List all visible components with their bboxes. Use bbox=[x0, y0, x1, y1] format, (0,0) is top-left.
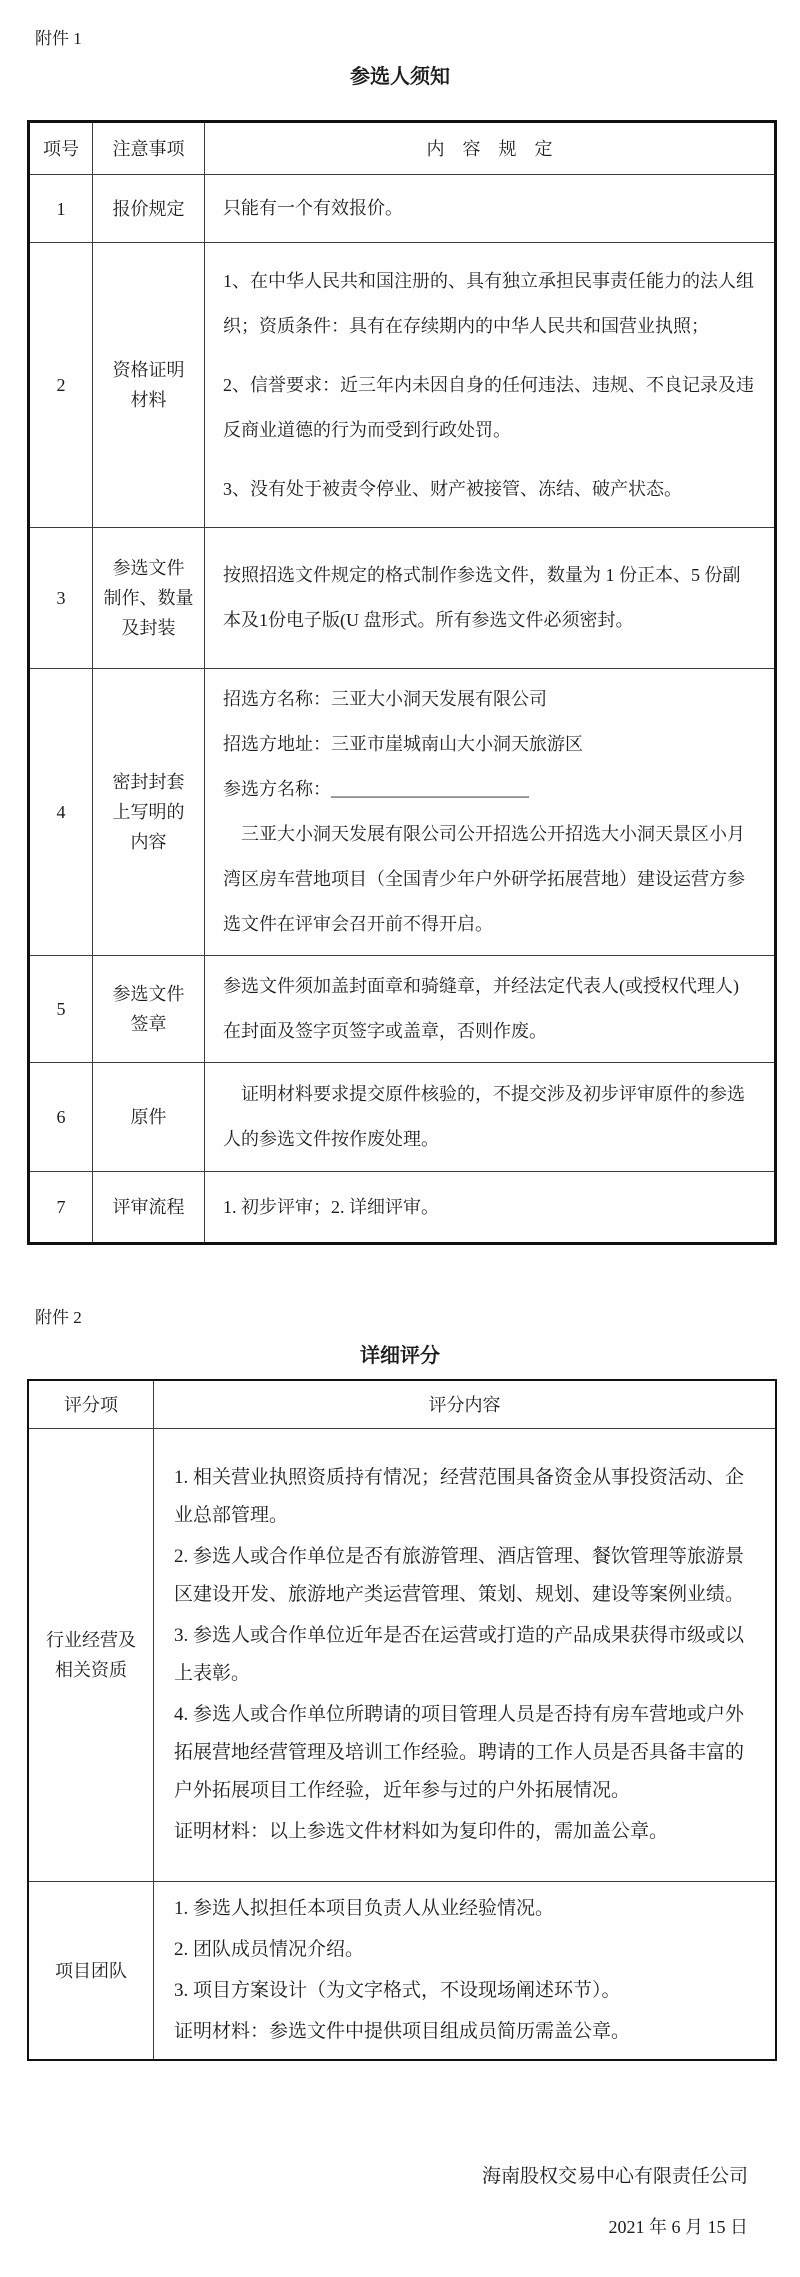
table-row bbox=[30, 243, 774, 528]
table-2-title: 详细评分 bbox=[360, 1345, 440, 1367]
table-header-row bbox=[29, 1381, 775, 1429]
item-line: 参选文件 bbox=[112, 984, 185, 1004]
item-line: 材料 bbox=[130, 390, 167, 410]
notice-table bbox=[27, 120, 777, 1245]
content-paragraph: 3. 项目方案设计（为文字格式，不设现场阐述环节）。 bbox=[174, 1980, 621, 2001]
item-line: 制作、数量 bbox=[103, 588, 194, 608]
header-content-rule: 内 容 规 定 bbox=[426, 138, 553, 159]
table-row bbox=[30, 528, 774, 669]
footer-date: 2021 年 6 月 15 日 bbox=[608, 2217, 748, 2237]
item-line: 内容 bbox=[130, 832, 167, 852]
header-scoring-item: 评分项 bbox=[29, 1381, 154, 1428]
content-paragraph: 3. 参选人或合作单位近年是否在运营或打造的产品成果获得市级或以上表彰。 bbox=[174, 1625, 745, 1684]
item-line: 行业经营及 bbox=[46, 1630, 136, 1650]
attachment-2-label: 附件 2 bbox=[35, 1308, 82, 1327]
row-content bbox=[154, 1429, 775, 1881]
content-paragraph: 3、没有处于被责令停业、财产被接管、冻结、破产状态。 bbox=[223, 478, 682, 499]
item-line: 报价规定 bbox=[112, 198, 185, 219]
row-item-label bbox=[93, 528, 205, 668]
item-line: 参选文件 bbox=[112, 558, 185, 578]
row-item-label bbox=[93, 669, 205, 955]
content-paragraph: 按照招选文件规定的格式制作参选文件，数量为 1 份正本、5 份副本及1份电子版(U 盘形式。所有参选文件必须密封。 bbox=[223, 565, 741, 630]
row-item-label bbox=[93, 243, 205, 527]
row-item-label bbox=[93, 1063, 205, 1171]
header-item-no: 项号 bbox=[30, 123, 93, 174]
content-paragraph: 只能有一个有效报价。 bbox=[223, 198, 403, 218]
scoring-table bbox=[27, 1379, 777, 2061]
content-paragraph: 证明材料要求提交原件核验的，不提交涉及初步评审原件的参选人的参选文件按作废处理。 bbox=[223, 1084, 745, 1149]
row-content bbox=[205, 528, 774, 668]
row-number: 1 bbox=[30, 175, 93, 242]
item-line: 密封封套 bbox=[112, 772, 185, 792]
content-paragraph: 三亚大小洞天发展有限公司公开招选公开招选大小洞天景区小月湾区房车营地项目（全国青少年户外研学拓展营地）建设运营方参选文件在评审会召开前不得开启。 bbox=[223, 824, 745, 934]
item-line: 资格证明 bbox=[112, 360, 185, 380]
content-paragraph: 2、信誉要求：近三年内未因自身的任何违法、违规、不良记录及违反商业道德的行为而受到行政处罚。 bbox=[223, 374, 754, 440]
content-paragraph: 1、在中华人民共和国注册的、具有独立承担民事责任能力的法人组织；资质条件：具有在存续期内的中华人民共和国营业执照； bbox=[223, 270, 754, 336]
item-line: 及封装 bbox=[121, 618, 176, 638]
table-1-title: 参选人须知 bbox=[350, 66, 450, 88]
row-content bbox=[205, 1063, 774, 1171]
content-paragraph: 招选方地址：三亚市崖城南山大小洞天旅游区 bbox=[223, 734, 583, 754]
content-paragraph: 1. 参选人拟担任本项目负责人从业经验情况。 bbox=[174, 1898, 555, 1919]
content-paragraph: 招选方名称：三亚大小洞天发展有限公司 bbox=[223, 689, 547, 709]
item-line: 评审流程 bbox=[112, 1197, 185, 1217]
header-attention-item: 注意事项 bbox=[93, 123, 205, 174]
row-number: 6 bbox=[30, 1063, 93, 1171]
row-number: 4 bbox=[30, 669, 93, 955]
row-item-label bbox=[93, 956, 205, 1062]
item-line: 项目团队 bbox=[55, 1960, 127, 1981]
table-header-row bbox=[30, 123, 774, 175]
table-row bbox=[29, 1429, 775, 1882]
content-paragraph: 证明材料：以上参选文件材料如为复印件的，需加盖公章。 bbox=[174, 1821, 669, 1842]
content-paragraph: 参选文件须加盖封面章和骑缝章，并经法定代表人(或授权代理人)在封面及签字页签字或盖章，否则作废。 bbox=[223, 976, 739, 1041]
header-scoring-content: 评分内容 bbox=[428, 1394, 501, 1415]
row-item-label bbox=[29, 1429, 154, 1881]
content-paragraph: 2. 团队成员情况介绍。 bbox=[174, 1939, 365, 1960]
row-content bbox=[205, 243, 774, 527]
content-paragraph: 1. 相关营业执照资质持有情况；经营范围具备资金从事投资活动、企业总部管理。 bbox=[174, 1467, 745, 1526]
row-content bbox=[205, 956, 774, 1062]
table-row bbox=[30, 669, 774, 956]
item-line: 相关资质 bbox=[55, 1660, 127, 1680]
table-row bbox=[30, 1063, 774, 1172]
table-row bbox=[29, 1882, 775, 2059]
table-row bbox=[30, 956, 774, 1063]
row-content bbox=[205, 1172, 774, 1242]
table-row bbox=[30, 175, 774, 243]
row-number: 3 bbox=[30, 528, 93, 668]
row-content bbox=[154, 1882, 775, 2059]
attachment-1-label: 附件 1 bbox=[35, 29, 82, 48]
footer-company-name: 海南股权交易中心有限责任公司 bbox=[481, 2166, 748, 2187]
content-paragraph: 证明材料：参选文件中提供项目组成员简历需盖公章。 bbox=[174, 2021, 631, 2042]
row-item-label bbox=[93, 175, 205, 242]
row-content bbox=[205, 175, 774, 242]
item-line: 签章 bbox=[130, 1014, 167, 1034]
row-content bbox=[205, 669, 774, 955]
row-number: 5 bbox=[30, 956, 93, 1062]
content-paragraph: 1. 初步评审；2. 详细评审。 bbox=[223, 1196, 439, 1217]
table-row bbox=[30, 1172, 774, 1242]
item-line: 上写明的 bbox=[112, 802, 185, 822]
row-number: 2 bbox=[30, 243, 93, 527]
content-paragraph: 2. 参选人或合作单位是否有旅游管理、酒店管理、餐饮管理等旅游景区建设开发、旅游地产类运营管理、策划、规划、建设等案例业绩。 bbox=[174, 1546, 745, 1605]
row-item-label bbox=[93, 1172, 205, 1242]
row-item-label bbox=[29, 1882, 154, 2059]
item-line: 原件 bbox=[130, 1107, 167, 1127]
content-paragraph: 4. 参选人或合作单位所聘请的项目管理人员是否持有房车营地或户外拓展营地经营管理及培训工作经验。聘请的工作人员是否具备丰富的户外拓展项目工作经验，近年参与过的户外拓展情况。 bbox=[174, 1704, 745, 1801]
row-number: 7 bbox=[30, 1172, 93, 1242]
content-paragraph-blank-line: 参选方名称：______________________ bbox=[223, 779, 529, 799]
